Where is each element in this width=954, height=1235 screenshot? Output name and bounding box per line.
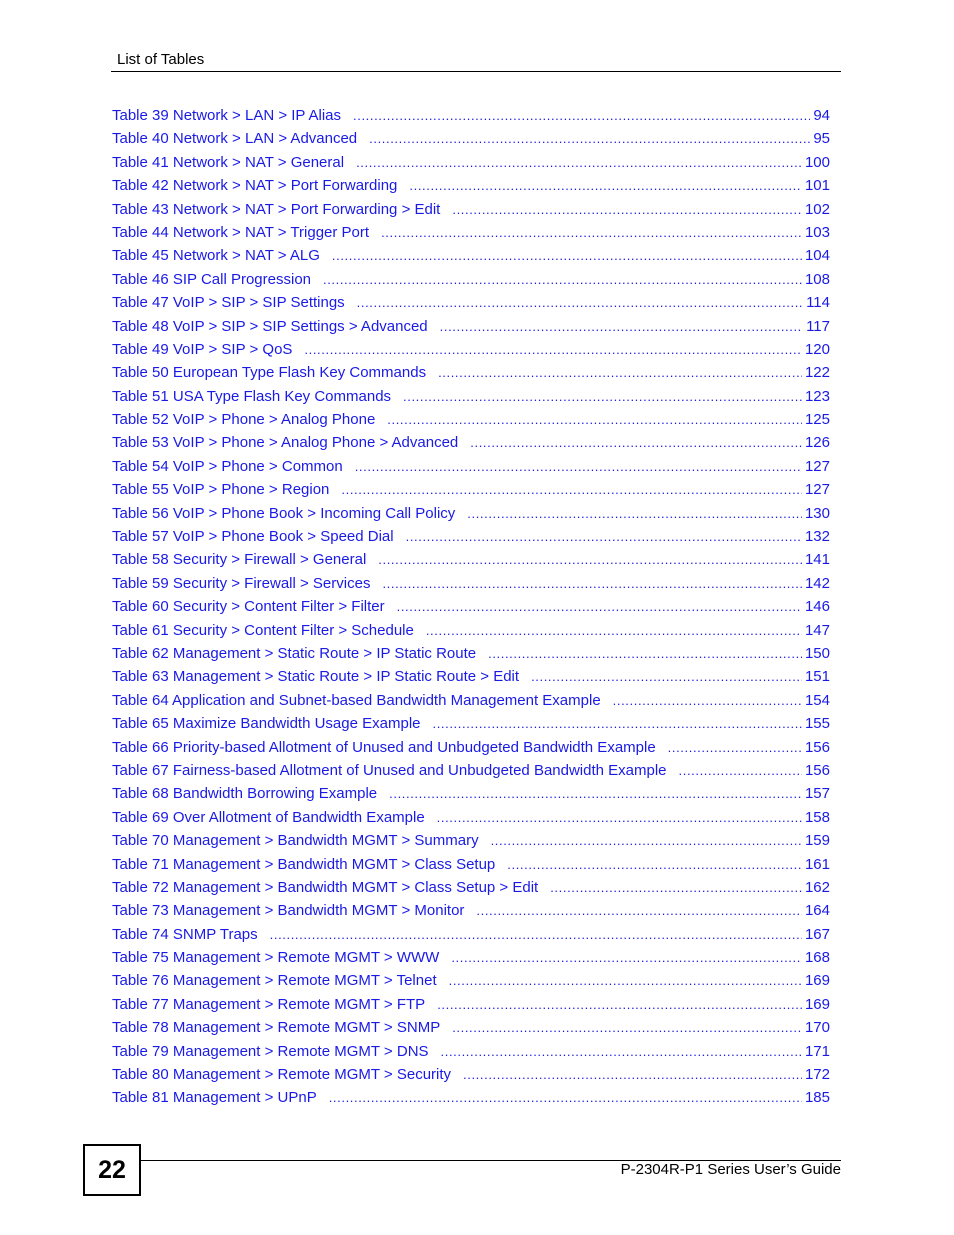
toc-entry-page: 157: [804, 785, 830, 803]
toc-entry-link[interactable]: [112, 736, 830, 759]
toc-entry-label: Table 58 Security > Firewall > General: [112, 551, 367, 569]
toc-entry-label: Table 68 Bandwidth Borrowing Example: [112, 785, 378, 803]
toc-entry-label: Table 57 VoIP > Phone Book > Speed Dial: [112, 528, 394, 546]
toc-entry-page: 150: [804, 644, 830, 662]
toc-entry-page: 117: [806, 317, 830, 335]
toc-entry-label: Table 71 Management > Bandwidth MGMT > Class Setup: [112, 855, 496, 873]
toc-entry-link[interactable]: [112, 455, 830, 478]
toc-entry-label: Table 61 Security > Content Filter > Schedule: [112, 621, 414, 639]
toc-entry-page: 130: [804, 504, 830, 522]
dot-leader: [387, 408, 802, 431]
toc-entry-page: 162: [804, 878, 830, 896]
toc-entry-link[interactable]: [112, 221, 830, 244]
toc-entry-link[interactable]: [112, 759, 830, 782]
toc-entry-link[interactable]: [112, 1016, 830, 1039]
toc-entry-link[interactable]: [112, 572, 830, 595]
toc-entry-page: 164: [804, 902, 830, 920]
dot-leader: [613, 689, 802, 712]
toc-entry-link[interactable]: [112, 315, 830, 338]
toc-entry-label: Table 62 Management > Static Route > IP Static Route: [112, 644, 477, 662]
dot-leader: [449, 969, 802, 992]
toc-entry-link[interactable]: [112, 525, 830, 548]
toc-entry-label: Table 50 European Type Flash Key Commands: [112, 364, 427, 382]
dot-leader: [451, 946, 802, 969]
toc-entry-label: Table 63 Management > Static Route > IP Static Route > Edit: [112, 668, 520, 686]
dot-leader: [426, 619, 802, 642]
toc-entry-page: 169: [804, 995, 830, 1013]
dot-leader: [488, 642, 802, 665]
dot-leader: [381, 221, 802, 244]
dot-leader: [369, 127, 810, 150]
toc-entry-link[interactable]: [112, 923, 830, 946]
toc-entry-link[interactable]: [112, 665, 830, 688]
toc-entry-page: 127: [804, 457, 830, 475]
toc-entry-link[interactable]: [112, 361, 830, 384]
dot-leader: [437, 806, 802, 829]
toc-entry-link[interactable]: [112, 619, 830, 642]
toc-entry-label: Table 48 VoIP > SIP > SIP Settings > Advanced: [112, 317, 428, 335]
dot-leader: [470, 431, 802, 454]
toc-entry-link[interactable]: [112, 782, 830, 805]
toc-entry-link[interactable]: [112, 127, 830, 150]
toc-entry-link[interactable]: [112, 174, 830, 197]
dot-leader: [378, 548, 802, 571]
toc-entry-link[interactable]: [112, 829, 830, 852]
toc-entry-label: Table 60 Security > Content Filter > Filter: [112, 598, 385, 616]
toc-entry-link[interactable]: [112, 385, 830, 408]
toc-entry-page: 155: [804, 715, 830, 733]
dot-leader: [441, 1040, 802, 1063]
toc-entry-page: 147: [804, 621, 830, 639]
toc-entry-label: Table 76 Management > Remote MGMT > Telnet: [112, 972, 437, 990]
dot-leader: [531, 665, 802, 688]
toc-entry-link[interactable]: [112, 291, 830, 314]
toc-entry-label: Table 41 Network > NAT > General: [112, 153, 345, 171]
toc-entry-page: 101: [804, 177, 830, 195]
dot-leader: [353, 104, 810, 127]
toc-entry-link[interactable]: [112, 876, 830, 899]
dot-leader: [403, 385, 802, 408]
toc-entry-label: Table 70 Management > Bandwidth MGMT > Summary: [112, 832, 479, 850]
toc-entry-label: Table 66 Priority-based Allotment of Unused and Unbudgeted Bandwidth Example: [112, 738, 656, 756]
toc-entry-link[interactable]: [112, 969, 830, 992]
toc-entry-label: Table 45 Network > NAT > ALG: [112, 247, 320, 265]
toc-entry-page: 120: [804, 340, 830, 358]
toc-entry-page: 102: [804, 200, 830, 218]
toc-entry-label: Table 77 Management > Remote MGMT > FTP: [112, 995, 426, 1013]
toc-entry-label: Table 39 Network > LAN > IP Alias: [112, 107, 342, 124]
toc-entry-page: 114: [806, 294, 830, 312]
dot-leader: [409, 174, 802, 197]
toc-entry-link[interactable]: [112, 689, 830, 712]
dot-leader: [679, 759, 802, 782]
toc-entry-page: 185: [804, 1089, 830, 1107]
toc-entry-label: Table 55 VoIP > Phone > Region: [112, 481, 330, 499]
toc-entry-link[interactable]: [112, 268, 830, 291]
toc-entry-page: 95: [813, 130, 830, 148]
toc-entry-page: 169: [804, 972, 830, 990]
dot-leader: [332, 244, 802, 267]
toc-entry-page: 94: [813, 107, 830, 124]
toc-entry-page: 171: [804, 1042, 830, 1060]
toc-entry-label: Table 52 VoIP > Phone > Analog Phone: [112, 411, 376, 429]
toc-entry-link[interactable]: [112, 595, 830, 618]
toc-entry-label: Table 51 USA Type Flash Key Commands: [112, 387, 392, 405]
dot-leader: [406, 525, 802, 548]
toc-entry-label: Table 42 Network > NAT > Port Forwarding: [112, 177, 398, 195]
dot-leader: [463, 1063, 802, 1086]
toc-entry-label: Table 43 Network > NAT > Port Forwarding > Edit: [112, 200, 441, 218]
toc-entry-page: 167: [804, 925, 830, 943]
toc-entry-page: 100: [804, 153, 830, 171]
dot-leader: [550, 876, 802, 899]
toc-entry-link[interactable]: [112, 1086, 830, 1109]
page-number: 22: [83, 1144, 141, 1196]
dot-leader: [433, 712, 802, 735]
toc-entry-page: 154: [804, 691, 830, 709]
toc-entry-label: Table 79 Management > Remote MGMT > DNS: [112, 1042, 429, 1060]
toc-entry-label: Table 75 Management > Remote MGMT > WWW: [112, 949, 440, 967]
dot-leader: [397, 595, 802, 618]
guide-title: P-2304R-P1 Series User’s Guide: [620, 1161, 841, 1178]
toc-entry-page: 156: [804, 761, 830, 779]
toc-entry-page: 103: [804, 223, 830, 241]
toc-entry-page: 123: [804, 387, 830, 405]
toc-entry-link[interactable]: [112, 712, 830, 735]
dot-leader: [668, 736, 802, 759]
toc-entry-label: Table 72 Management > Bandwidth MGMT > Class Setup > Edit: [112, 878, 539, 896]
toc-entry-label: Table 80 Management > Remote MGMT > Security: [112, 1066, 452, 1084]
toc-entry-link[interactable]: [112, 502, 830, 525]
toc-entry-page: 172: [804, 1066, 830, 1084]
dot-leader: [356, 151, 802, 174]
toc-entry-link[interactable]: [112, 478, 830, 501]
toc-entry-link[interactable]: [112, 338, 830, 361]
dot-leader: [452, 1016, 802, 1039]
dot-leader: [437, 993, 802, 1016]
toc-entry-label: Table 67 Fairness-based Allotment of Unused and Unbudgeted Bandwidth Example: [112, 761, 667, 779]
toc-entry-link[interactable]: [112, 1063, 830, 1086]
toc-entry-link[interactable]: [112, 899, 830, 922]
dot-leader: [507, 853, 802, 876]
toc-entry-link[interactable]: [112, 853, 830, 876]
dot-leader: [389, 782, 802, 805]
toc-entry-label: Table 73 Management > Bandwidth MGMT > Monitor: [112, 902, 465, 920]
toc-entry-label: Table 53 VoIP > Phone > Analog Phone > Advanced: [112, 434, 459, 452]
toc-entry-page: 132: [804, 528, 830, 546]
toc-entry-page: 127: [804, 481, 830, 499]
toc-entry-link[interactable]: [112, 806, 830, 829]
dot-leader: [440, 315, 803, 338]
toc-entry-label: Table 65 Maximize Bandwidth Usage Example: [112, 715, 421, 733]
toc-entry-link[interactable]: [112, 198, 830, 221]
dot-leader: [323, 268, 802, 291]
dot-leader: [329, 1086, 802, 1109]
toc-entry-label: Table 59 Security > Firewall > Services: [112, 574, 371, 592]
toc-entry-label: Table 40 Network > LAN > Advanced: [112, 130, 358, 148]
toc-entry-page: 156: [804, 738, 830, 756]
toc-entry-link[interactable]: [112, 151, 830, 174]
toc-entry-link[interactable]: [112, 431, 830, 454]
dot-leader: [304, 338, 802, 361]
toc-entry-label: Table 78 Management > Remote MGMT > SNMP: [112, 1019, 441, 1037]
toc-entry-link[interactable]: [112, 244, 830, 267]
toc-entry-label: Table 81 Management > UPnP: [112, 1089, 317, 1107]
toc-entry-page: 141: [804, 551, 830, 569]
toc-entry-label: Table 56 VoIP > Phone Book > Incoming Call Policy: [112, 504, 456, 522]
toc-entry-link[interactable]: [112, 408, 830, 431]
dot-leader: [355, 455, 802, 478]
dot-leader: [341, 478, 802, 501]
toc-entry-label: Table 44 Network > NAT > Trigger Port: [112, 223, 370, 241]
dot-leader: [382, 572, 802, 595]
toc-entry-link[interactable]: [112, 642, 830, 665]
toc-entry-page: 104: [804, 247, 830, 265]
toc-entry-page: 125: [804, 411, 830, 429]
dot-leader: [438, 361, 802, 384]
toc-entry-link[interactable]: [112, 548, 830, 571]
dot-leader: [467, 502, 802, 525]
toc-entry-link[interactable]: [112, 104, 830, 127]
dot-leader: [476, 899, 802, 922]
toc-entry-link[interactable]: [112, 1040, 830, 1063]
toc-entry-page: 142: [804, 574, 830, 592]
list-of-tables: [112, 104, 830, 1110]
dot-leader: [491, 829, 802, 852]
dot-leader: [357, 291, 803, 314]
toc-entry-link[interactable]: [112, 946, 830, 969]
toc-entry-label: Table 54 VoIP > Phone > Common: [112, 457, 343, 475]
dot-leader: [270, 923, 802, 946]
toc-entry-page: 151: [804, 668, 830, 686]
toc-entry-page: 161: [804, 855, 830, 873]
toc-entry-page: 158: [804, 808, 830, 826]
toc-entry-page: 108: [804, 270, 830, 288]
header-divider: [111, 71, 841, 72]
toc-entry-label: Table 64 Application and Subnet-based Bandwidth Management Example: [112, 691, 601, 709]
toc-entry-page: 168: [804, 949, 830, 967]
toc-entry-page: 146: [804, 598, 830, 616]
toc-entry-label: Table 49 VoIP > SIP > QoS: [112, 340, 293, 358]
toc-entry-label: Table 46 SIP Call Progression: [112, 270, 311, 288]
dot-leader: [452, 198, 802, 221]
toc-entry-label: Table 74 SNMP Traps: [112, 925, 258, 943]
toc-entry-link[interactable]: [112, 993, 830, 1016]
toc-entry-label: Table 47 VoIP > SIP > SIP Settings: [112, 294, 345, 312]
toc-entry-page: 170: [804, 1019, 830, 1037]
toc-entry-label: Table 69 Over Allotment of Bandwidth Example: [112, 808, 425, 826]
toc-entry-page: 159: [804, 832, 830, 850]
toc-entry-page: 122: [804, 364, 830, 382]
toc-entry-page: 126: [804, 434, 830, 452]
running-header: List of Tables: [117, 51, 205, 68]
